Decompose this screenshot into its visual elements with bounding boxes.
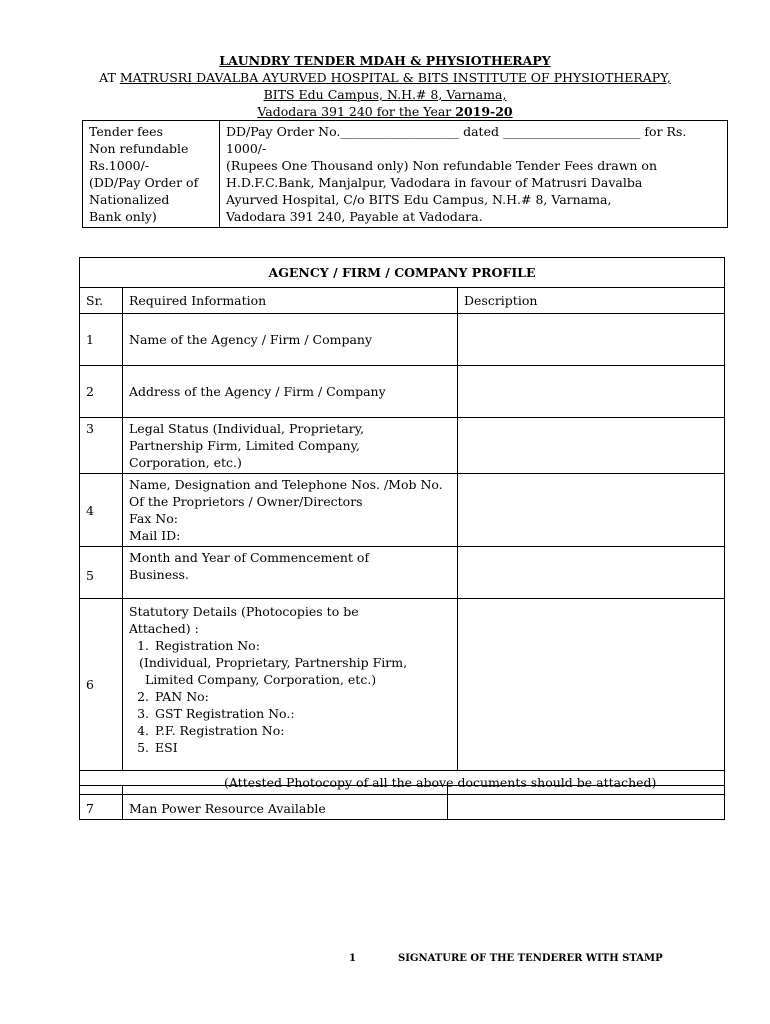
- table-row: [80, 599, 725, 771]
- description-cell[interactable]: [458, 547, 725, 599]
- table-row: [80, 547, 725, 599]
- row-number: 7: [80, 786, 123, 820]
- tender-fees-description: DD/Pay Order No.___________________ dated ______________________ for Rs. 1000/- (Rupees One Thousand only) Non refundable Tender Fees drawn on H.D.F.C.Bank, Manjalpur, Vadodara in favour of Matrusri Davalba Ayurved Hospital, C/o BITS Edu Campus, N.H.# 8, Varnama, Vadodara 391 240, Payable at Vadodara.: [220, 121, 728, 228]
- manpower-table: [79, 785, 725, 820]
- address-line: BITS Edu Campus, N.H.# 8, Varnama,: [263, 87, 507, 102]
- year-line: Vadodara 391 240 for the Year 2019-20: [257, 104, 513, 119]
- table-row: [80, 418, 725, 474]
- row-label: Name of the Agency / Firm / Company: [123, 314, 458, 366]
- row-label: Legal Status (Individual, Proprietary, Partnership Firm, Limited Company, Corporation, etc.): [123, 418, 458, 474]
- row-number: 6: [80, 599, 123, 771]
- statutory-list: [129, 637, 451, 756]
- table-row: [80, 786, 725, 820]
- col-header-sr: Sr.: [80, 288, 123, 314]
- tender-fees-label: Tender fees Non refundable Rs.1000/- (DD/Pay Order of Nationalized Bank only): [83, 121, 220, 228]
- attachment-note: (Attested Photocopy of all the above documents should be attached): [80, 771, 725, 795]
- hospital-line: AT MATRUSRI DAVALBA AYURVED HOSPITAL & BITS INSTITUTE OF PHYSIOTHERAPY,: [99, 70, 671, 85]
- row-number: 4: [80, 474, 123, 547]
- row-label: Address of the Agency / Firm / Company: [123, 366, 458, 418]
- document-title: LAUNDRY TENDER MDAH & PHYSIOTHERAPY: [219, 53, 551, 68]
- col-header-info: Required Information: [123, 288, 458, 314]
- list-item: 2. PAN No:: [153, 688, 451, 705]
- row-number: 5: [80, 547, 123, 599]
- tender-fees-table: [82, 120, 728, 228]
- page-number: 1: [349, 953, 356, 964]
- row-number: 1: [80, 314, 123, 366]
- list-item: 3. GST Registration No.:: [153, 705, 451, 722]
- description-cell[interactable]: [458, 599, 725, 771]
- list-item: 5. ESI: [153, 739, 451, 756]
- profile-title: AGENCY / FIRM / COMPANY PROFILE: [80, 258, 725, 288]
- col-header-description: Description: [458, 288, 725, 314]
- table-row: [80, 366, 725, 418]
- row-number: 3: [80, 418, 123, 474]
- list-item: 1. Registration No: (Individual, Proprietary, Partnership Firm, Limited Company, Corporation, etc.): [153, 637, 451, 688]
- row-label: Statutory Details (Photocopies to be Attached) : 1. Registration No: (Individual, Proprietary, Partnership Firm, Limited Company, Corporation, etc.) 2. PAN No: 3. GST Registration No.: 4. P.F. Registration No: 5. ESI: [123, 599, 458, 771]
- table-row: [80, 474, 725, 547]
- description-cell[interactable]: [448, 786, 725, 820]
- row-number: 2: [80, 366, 123, 418]
- description-cell[interactable]: [458, 314, 725, 366]
- description-cell[interactable]: [458, 366, 725, 418]
- description-cell[interactable]: [458, 474, 725, 547]
- agency-profile-table: [79, 257, 725, 795]
- row-label: Man Power Resource Available: [123, 786, 448, 820]
- table-row: [80, 314, 725, 366]
- row-label: Month and Year of Commencement of Business.: [123, 547, 458, 599]
- description-cell[interactable]: [458, 418, 725, 474]
- signature-label: SIGNATURE OF THE TENDERER WITH STAMP: [398, 953, 663, 964]
- row-label: Name, Designation and Telephone Nos. /Mob No. Of the Proprietors / Owner/Directors Fax No: Mail ID:: [123, 474, 458, 547]
- list-item: 4. P.F. Registration No:: [153, 722, 451, 739]
